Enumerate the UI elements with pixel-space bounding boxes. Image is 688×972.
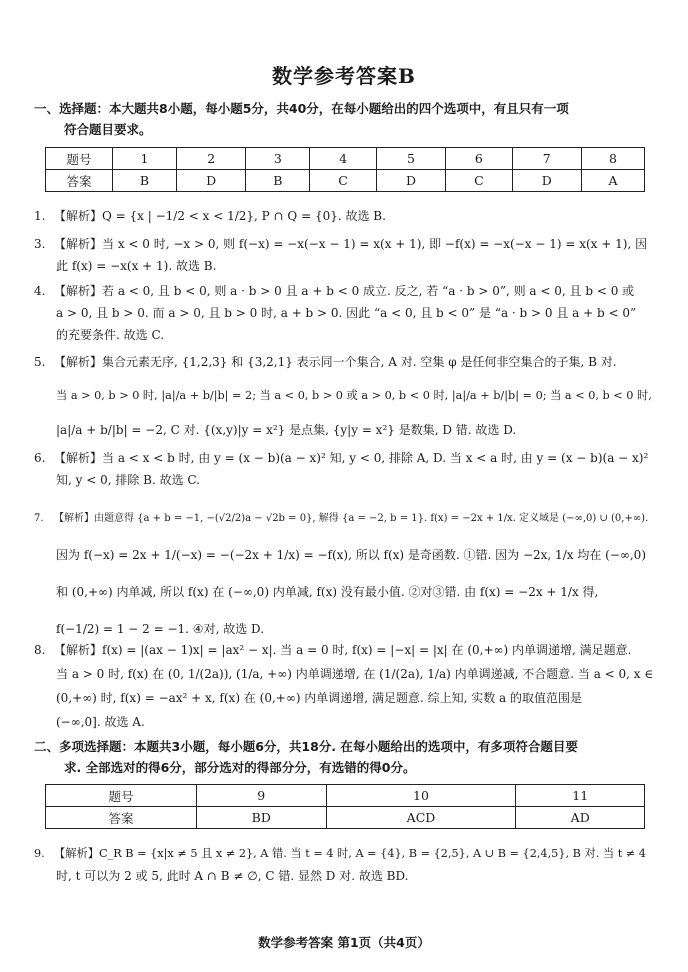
solution-line: 【解析】由题意得 {a + b = −1, −(√2/2)a − √2b = 0}, 解得 {a = −2, b = 1}. f(x) = −2x + 1/x. 定义域是 (−∞,0) ∪ (0,+∞). xyxy=(54,513,649,524)
cell: AD xyxy=(516,807,645,829)
solution-line: 和 (0,+∞) 内单减, 所以 f(x) 在 (−∞,0) 内单减, f(x) 没有最小值. ②对③错. 由 f(x) = −2x + 1/x 得, xyxy=(56,585,599,599)
page-title: 数学参考答案B xyxy=(272,64,416,88)
solution-line: 因为 f(−x) = 2x + 1/(−x) = −(−2x + 1/x) = −f(x), 所以 f(x) 是奇函数. ①错. 因为 −2x, 1/x 均在 (−∞,0) xyxy=(56,548,646,562)
row-label: 题号 xyxy=(46,148,113,170)
solution-q8 xyxy=(34,638,656,734)
row-label: 题号 xyxy=(46,785,197,807)
cell: D xyxy=(177,170,246,192)
cell: BD xyxy=(197,807,327,829)
cell: 5 xyxy=(376,148,445,170)
cell: A xyxy=(581,170,644,192)
solution-q6 xyxy=(34,447,656,491)
row-label: 答案 xyxy=(46,807,197,829)
cell: 9 xyxy=(197,785,327,807)
solution-line: 【解析】当 x < 0 时, −x > 0, 则 f(−x) = −x(−x − 1) = x(x + 1), 即 −f(x) = −x(−x − 1) = x(x + 1), 因 xyxy=(54,237,648,251)
cell: D xyxy=(376,170,445,192)
solution-line: 【解析】C_R B = {x|x ≠ 5 且 x ≠ 2}, A 错. 当 t = 4 时, A = {4}, B = {2,5}, A ∪ B = {2,4,5}, B 对. 当 t ≠ 4 xyxy=(54,847,646,860)
solution-q9 xyxy=(34,843,656,887)
cell: B xyxy=(113,170,177,192)
row-label: 答案 xyxy=(46,170,113,192)
cell: 1 xyxy=(113,148,177,170)
cell: C xyxy=(446,170,512,192)
solution-line: (0,+∞) 时, f(x) = −ax² + x, f(x) 在 (0,+∞) 内单调递增, 满足题意. 综上知, 实数 a 的取值范围是 xyxy=(56,691,582,705)
question-number: 5. xyxy=(34,355,46,369)
solution-line: 【解析】当 a < x < b 时, 由 y = (x − b)(a − x)² 知, y < 0, 排除 A, D. 当 x < a 时, 由 y = (x − b)(a − x)² xyxy=(54,451,649,465)
solution-line: 当 a > 0, b > 0 时, |a|/a + b/|b| = 2; 当 a < 0, b > 0 或 a > 0, b < 0 时, |a|/a + b/|b| = 0; 当 a < 0, b < 0 时, xyxy=(56,389,652,402)
cell: B xyxy=(246,170,310,192)
cell: 3 xyxy=(246,148,310,170)
table-row xyxy=(46,785,645,807)
question-number: 3. xyxy=(34,237,46,251)
cell: 7 xyxy=(512,148,581,170)
answer-table-2 xyxy=(45,784,645,829)
cell: 11 xyxy=(516,785,645,807)
solution-line: 【解析】f(x) = |(ax − 1)x| = |ax² − x|. 当 a = 0 时, f(x) = |−x| = |x| 在 (0,+∞) 内单调递增, 满足题意. xyxy=(54,643,632,657)
section1-heading-line1: 一、选择题：本大题共8小题，每小题5分，共40分，在每小题给出的四个选项中，有且只有一项 xyxy=(34,101,569,116)
solution-line: 时, t 可以为 2 或 5, 此时 A ∩ B ≠ ∅, C 错. 显然 D 对. 故选 BD. xyxy=(56,869,409,883)
solution-line: f(−1/2) = 1 − 2 = −1. ④对, 故选 D. xyxy=(56,622,265,636)
solution-q3 xyxy=(34,233,656,277)
cell: D xyxy=(512,170,581,192)
section1-heading xyxy=(34,98,664,140)
solution-line: (−∞,0]. 故选 A. xyxy=(56,715,145,729)
table-row xyxy=(46,170,645,192)
question-number: 4. xyxy=(34,284,46,298)
solution-line: 【解析】集合元素无序, {1,2,3} 和 {3,2,1} 表示同一个集合, A 对. 空集 φ 是任何非空集合的子集, B 对. xyxy=(54,355,617,369)
solution-line: 的充要条件. 故选 C. xyxy=(56,328,165,342)
page-footer: 数学参考答案 第1页（共4页） xyxy=(258,935,430,950)
solution-line: 当 a > 0 时, f(x) 在 (0, 1/(2a)), (1/a, +∞) 内单调递增, 在 (1/(2a), 1/a) 内单调递减, 不合题意. 当 a < 0, x ∈ xyxy=(56,667,654,681)
solution-line: a > 0, 且 b > 0. 而 a > 0, 且 b > 0 时, a + b > 0. 因此 “a < 0, 且 b < 0” 是 “a · b > 0 且 a + b < 0” xyxy=(56,306,637,320)
question-number: 6. xyxy=(34,451,46,465)
section2-heading xyxy=(34,736,664,778)
cell: 10 xyxy=(326,785,516,807)
solution-q1 xyxy=(34,205,656,227)
solution-q5 xyxy=(34,345,656,447)
solution-line: |a|/a + b/|b| = −2, C 对. {(x,y)|y = x²} 是点集, {y|y = x²} 是数集, D 错. 故选 D. xyxy=(56,423,517,437)
table-row xyxy=(46,807,645,829)
question-number: 8. xyxy=(34,643,46,657)
answer-table-1 xyxy=(45,147,645,192)
question-number: 1. xyxy=(34,209,46,223)
question-number: 9. xyxy=(34,847,45,860)
cell: C xyxy=(310,170,376,192)
section2-heading-line1: 二、多项选择题：本题共3小题，每小题6分，共18分. 在每小题给出的选项中，有多项符合题目要 xyxy=(34,739,578,754)
section2-heading-line2: 求. 全部选对的得6分，部分选对的得部分分，有选错的得0分。 xyxy=(64,760,416,775)
solution-line: 知, y < 0, 排除 B. 故选 C. xyxy=(56,473,201,487)
solution-line: 【解析】若 a < 0, 且 b < 0, 则 a · b > 0 且 a + b < 0 成立. 反之, 若 “a · b > 0”, 则 a < 0, 且 b < 0 或 xyxy=(54,284,635,298)
table-row xyxy=(46,148,645,170)
section1-heading-line2: 符合题目要求。 xyxy=(64,122,152,137)
solution-line: 此 f(x) = −x(x + 1). 故选 B. xyxy=(56,259,217,273)
cell: 2 xyxy=(177,148,246,170)
solution-q7 xyxy=(34,500,656,648)
question-number: 7. xyxy=(34,513,44,524)
cell: 6 xyxy=(446,148,512,170)
cell: 8 xyxy=(581,148,644,170)
cell: ACD xyxy=(326,807,516,829)
solution-line: 【解析】Q = {x | −1/2 < x < 1/2}, P ∩ Q = {0}. 故选 B. xyxy=(54,209,386,223)
cell: 4 xyxy=(310,148,376,170)
solution-q4 xyxy=(34,280,656,346)
